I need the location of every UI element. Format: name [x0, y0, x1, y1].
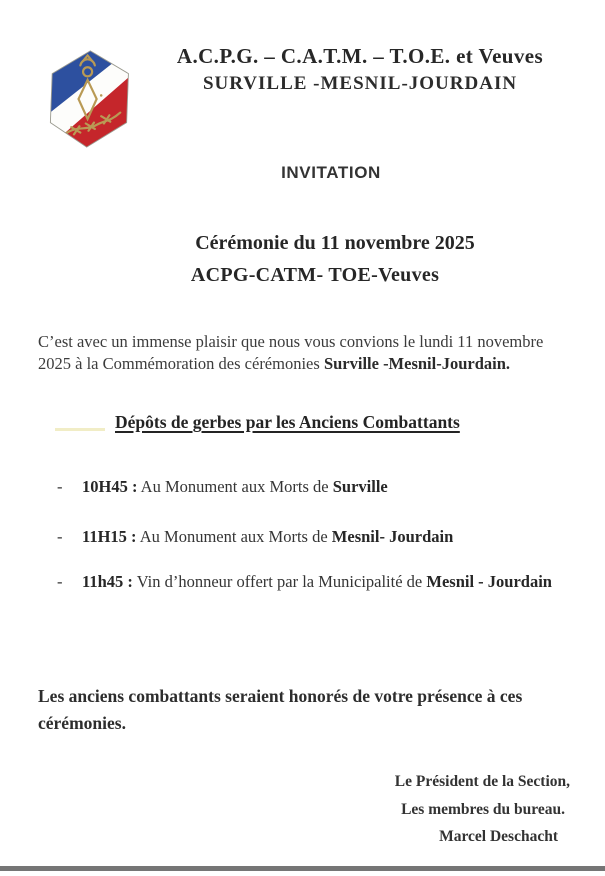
bullet-dash: -: [57, 527, 63, 546]
schedule-time: 11h45 :: [82, 572, 133, 591]
schedule-text: Au Monument aux Morts de: [136, 527, 332, 546]
schedule-text: Au Monument aux Morts de: [137, 477, 333, 496]
acpg-catm-badge-icon: [43, 50, 134, 148]
schedule-item: [57, 525, 554, 549]
ceremony-subtitle: ACPG-CATM- TOE-Veuves: [190, 264, 440, 286]
organization-location: SURVILLE -MESNIL-JOURDAIN: [202, 73, 518, 94]
letterhead: [140, 44, 580, 95]
intro-text-bold: Surville -Mesnil-Jourdain.: [323, 354, 511, 373]
scan-edge-bar: [0, 866, 605, 871]
schedule-text: Vin d’honneur offert par la Municipalité de: [132, 572, 427, 591]
section-heading: Dépôts de gerbes par les Anciens Combattants: [115, 412, 460, 432]
invitation-label: INVITATION: [281, 163, 381, 182]
bullet-dash: -: [57, 572, 63, 591]
signature-role-secondary: Les membres du bureau.: [401, 801, 565, 818]
intro-paragraph: [38, 331, 573, 375]
signature-block: [242, 773, 572, 846]
bullet-dash: -: [57, 477, 63, 496]
schedule-place: Mesnil - Jourdain: [426, 572, 552, 591]
schedule-place: Surville: [332, 477, 388, 496]
schedule-item: [57, 475, 554, 499]
schedule-time: 10H45 :: [82, 477, 138, 496]
schedule-place: Mesnil- Jourdain: [331, 527, 454, 546]
ceremony-title: Cérémonie du 11 novembre 2025: [195, 232, 475, 254]
highlight-mark: [55, 428, 105, 431]
intro-text: C’est avec un immense plaisir que nous vous convions le lundi 11 novembre 2025 à la Commémoration des cérémonies: [38, 332, 544, 373]
schedule-item: [57, 570, 554, 594]
signature-name: Marcel Deschacht: [439, 828, 558, 845]
schedule-time: 11H15 :: [82, 527, 137, 546]
signature-role: Le Président de la Section,: [394, 773, 570, 790]
closing-sentence: Les anciens combattants seraient honorés de votre présence à ces cérémonies.: [38, 686, 523, 733]
organization-name: A.C.P.G. – C.A.T.M. – T.O.E. et Veuves: [176, 44, 544, 68]
